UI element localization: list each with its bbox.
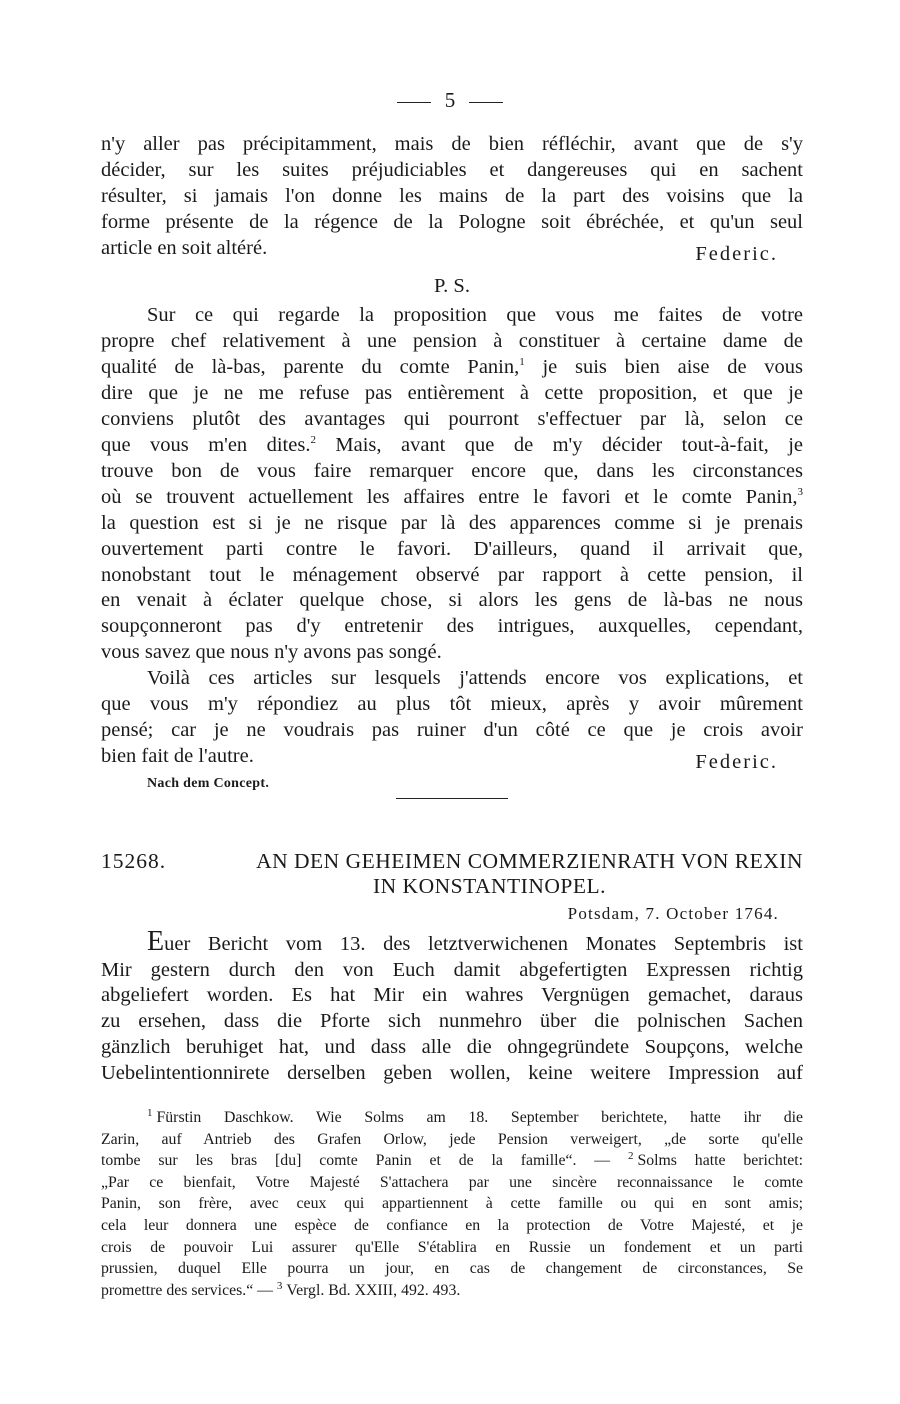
- text-line: [101, 485, 803, 511]
- text-line: bien fait de l'autre.: [101, 744, 254, 767]
- text-fragment: promettre des services.“ —: [101, 1281, 277, 1299]
- text-line: décider, sur les suites préjudiciables et dangereuses qui en sachent: [101, 158, 803, 181]
- text-line: la question est si je ne risque par là des apparences comme si je prenais: [101, 511, 803, 534]
- text-line: [101, 925, 803, 958]
- text-fragment: je suis bien aise de vous: [542, 356, 803, 379]
- text-line: conviens plutôt des avantages qui pourront s'effectuer par là, selon ce: [101, 408, 803, 431]
- letter-recipient: AN DEN GEHEIMEN COMMERZIENRATH VON REXIN: [256, 848, 803, 873]
- text-fragment: tombe sur les bras [du] comte Panin et de la famille“. —: [101, 1152, 628, 1170]
- text-line: trouve bon de vous faire remarquer encore que, dans les circonstances: [101, 459, 803, 482]
- letter1-closing-paragraph: [101, 132, 803, 265]
- text-line: nonobstant tout le ménagement observé par rapport à cette pension, il: [101, 563, 803, 586]
- text-line: zu ersehen, dass die Pforte sich nunmehro über die polnischen Sachen: [101, 1010, 803, 1033]
- section-divider: [396, 798, 508, 799]
- drop-cap: E: [147, 925, 165, 957]
- footnote-line: [101, 1150, 803, 1172]
- footnote-mark: 1: [147, 1106, 153, 1119]
- footnotes: [101, 1107, 803, 1301]
- text-line: résulter, si jamais l'on donne les mains de la part des voisins que la: [101, 184, 803, 207]
- text-fragment: qualité de là-bas, parente du comte Panin,: [101, 356, 520, 379]
- heading-line-1: [101, 849, 803, 874]
- footnote-mark: 2: [627, 1150, 634, 1163]
- footnote-line: [101, 1280, 803, 1302]
- footnote-mark: 3: [276, 1279, 283, 1292]
- text-fragment: Vergl. Bd. XXIII, 492. 493.: [286, 1281, 461, 1299]
- footnote-line: Zarin, auf Antrieb des Grafen Orlow, jede Pension verweigert, „de sorte qu'elle: [101, 1130, 803, 1148]
- text-line: en venait à éclater quelque chose, si alors les gens de là-bas ne nous: [101, 589, 803, 612]
- page-body: [101, 132, 803, 1301]
- signature: Federic.: [695, 750, 778, 773]
- footnote-line: Panin, son frère, avec ceux qui appartiennent à cette famille ou qui en sont amis;: [101, 1195, 803, 1213]
- text-line: Voilà ces articles sur lesquels j'attends encore vos explications, et: [147, 667, 803, 690]
- footnote-line: „Par ce bienfait, Votre Majesté S'attachera par une sincère reconnaissance le comte: [101, 1173, 803, 1191]
- footnote-ref[interactable]: 3: [797, 485, 803, 498]
- text-line: Sur ce qui regarde la proposition que vous me faites de votre: [147, 304, 803, 327]
- text-line: soupçonneront pas d'y entretenir des intrigues, auxquelles, cependant,: [101, 615, 803, 638]
- text-line: vous savez que nous n'y avons pas songé.: [101, 641, 442, 664]
- letter2-paragraph: [101, 925, 803, 1087]
- signature-row: [101, 236, 803, 265]
- footnote-line: cela leur donnera une espèce de confiance en la protection de Votre Majesté, et je: [101, 1217, 803, 1235]
- signature: Federic.: [695, 242, 778, 265]
- text-line: pensé; car je ne voudrais pas ruiner d'un côté ce que je crois avoir: [101, 718, 803, 741]
- ps-paragraph-1: [101, 303, 803, 666]
- text-line: article en soit altéré.: [101, 236, 268, 259]
- text-line: propre chef relativement à une pension à constituer à certaine dame de: [101, 330, 803, 353]
- header-dash-left: [397, 102, 431, 103]
- text-fragment: où se trouvent actuellement les affaires entre le favori et le comte Panin,: [101, 485, 798, 508]
- source-note: Nach dem Concept.: [147, 775, 270, 791]
- footnote-ref[interactable]: 2: [310, 434, 316, 447]
- text-line: [101, 355, 803, 381]
- text-line: abgeliefert worden. Es hat Mir ein wahres Vergnügen gemachet, daraus: [101, 984, 803, 1007]
- ps-heading: P. S.: [434, 274, 470, 297]
- text-line: forme présente de la régence de la Pologne soit ébréchée, et qu'un seul: [101, 210, 803, 233]
- heading-line-2: IN KONSTANTINOPEL.: [372, 873, 606, 898]
- text-fragment: Mais, avant que de m'y décider tout-à-fait, je: [335, 433, 803, 456]
- ps-paragraph-2: [101, 666, 803, 773]
- text-line: [101, 433, 803, 459]
- text-line: n'y aller pas précipitamment, mais de bien réfléchir, avant que de s'y: [101, 133, 803, 155]
- footnote-line: [101, 1107, 803, 1129]
- letter-number: 15268.: [101, 848, 167, 873]
- text-fragment: Fürstin Daschkow. Wie Solms am 18. September berichtete, hatte ihr die: [156, 1109, 803, 1127]
- text-fragment: uer Bericht vom 13. des letztverwichenen Monates Septembris ist: [164, 932, 803, 955]
- footnote-line: crois de pouvoir Lui assurer qu'Elle S'établira en Russie un fondement et un parti: [101, 1238, 803, 1256]
- footnote-ref[interactable]: 1: [519, 356, 525, 369]
- text-line: que vous m'y répondiez au plus tôt mieux, après y avoir mûrement: [101, 693, 803, 716]
- text-line: dire que je ne me refuse pas entièrement à cette proposition, et que je: [101, 382, 803, 405]
- text-line: gänzlich beruhiget hat, und dass alle die ohngegründete Soupçons, welche: [101, 1036, 803, 1059]
- text-fragment: Solms hatte berichtet:: [637, 1152, 803, 1170]
- signature-row: [101, 744, 803, 773]
- footnote-line: prussien, duquel Elle pourra un jour, en cas de changement de circonstances, Se: [101, 1260, 803, 1278]
- text-line: Uebelintentionnirete derselben geben wollen, keine weitere Impression auf: [101, 1062, 803, 1085]
- dateline: Potsdam, 7. October 1764.: [567, 903, 779, 923]
- page-header: [0, 88, 900, 113]
- text-line: ouvertement parti contre le favori. D'ailleurs, quand il arrivait que,: [101, 537, 803, 560]
- text-fragment: que vous m'en dites.: [101, 433, 311, 456]
- page-number: 5: [444, 88, 456, 112]
- letter-heading: [101, 849, 803, 899]
- header-dash-right: [469, 102, 503, 103]
- text-line: Mir gestern durch den von Euch damit abgefertigten Expressen richtig: [101, 958, 803, 981]
